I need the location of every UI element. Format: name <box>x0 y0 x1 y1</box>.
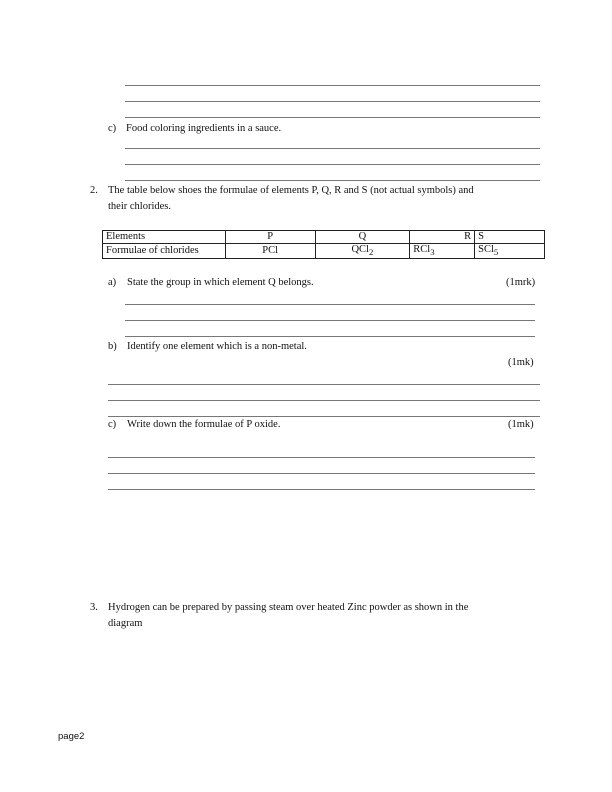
formula: RCl <box>413 244 431 255</box>
q2c-label: c) <box>108 419 117 430</box>
subscript: 2 <box>368 247 374 258</box>
answer-line <box>108 416 540 417</box>
page-number: page2 <box>58 731 85 742</box>
answer-line <box>125 304 535 305</box>
answer-line <box>125 320 535 321</box>
q2c-marks: (1mk) <box>508 419 534 430</box>
answer-line <box>125 85 540 86</box>
formula: QCl <box>351 244 369 255</box>
table-cell <box>315 244 410 259</box>
answer-line <box>125 336 535 337</box>
q3-text-1: Hydrogen can be prepared by passing steam over heated Zinc powder as shown in the <box>108 602 469 613</box>
answer-line <box>125 101 540 102</box>
answer-line <box>125 148 540 149</box>
formula: Formulae of chlorides <box>106 245 199 257</box>
q1c-text: Food coloring ingredients in a sauce. <box>126 123 282 134</box>
q3-number: 3. <box>90 602 98 613</box>
q2-number: 2. <box>90 185 98 196</box>
answer-line <box>125 180 540 181</box>
table-cell: P <box>225 231 315 244</box>
answer-line <box>125 164 540 165</box>
table-row <box>103 244 545 259</box>
q2a-marks: (1mrk) <box>506 277 536 288</box>
table-cell <box>475 244 545 259</box>
q2b-label: b) <box>108 341 117 352</box>
answer-line <box>125 117 540 118</box>
q2a-label: a) <box>108 277 117 288</box>
q2-text-2: their chlorides. <box>108 201 171 212</box>
table-cell: Q <box>315 231 410 244</box>
table-cell <box>103 244 226 259</box>
q2-text-1: The table below shoes the formulae of elements P, Q, R and S (not actual symbols) and <box>108 185 474 196</box>
q2c-text: Write down the formulae of P oxide. <box>127 419 281 430</box>
subscript: 3 <box>430 247 435 258</box>
formula: SCl <box>478 244 494 255</box>
answer-line <box>108 489 535 490</box>
table-row <box>103 231 545 244</box>
q2b-marks: (1mk) <box>508 357 534 368</box>
answer-line <box>108 384 540 385</box>
answer-line <box>108 457 535 458</box>
table-cell: R <box>410 231 475 244</box>
q1c-label: c) <box>108 123 117 134</box>
q2a-text: State the group in which element Q belongs. <box>127 277 314 288</box>
q2b-text: Identify one element which is a non-metal. <box>127 341 307 352</box>
table-cell: S <box>475 231 545 244</box>
formula: PCl <box>262 245 278 257</box>
q3-text-2: diagram <box>108 618 143 629</box>
chlorides-table <box>102 230 545 259</box>
table-cell: Elements <box>103 231 226 244</box>
answer-line <box>108 400 540 401</box>
subscript: 5 <box>493 247 499 258</box>
answer-line <box>108 473 535 474</box>
table-cell <box>410 244 475 259</box>
table-cell <box>225 244 315 259</box>
